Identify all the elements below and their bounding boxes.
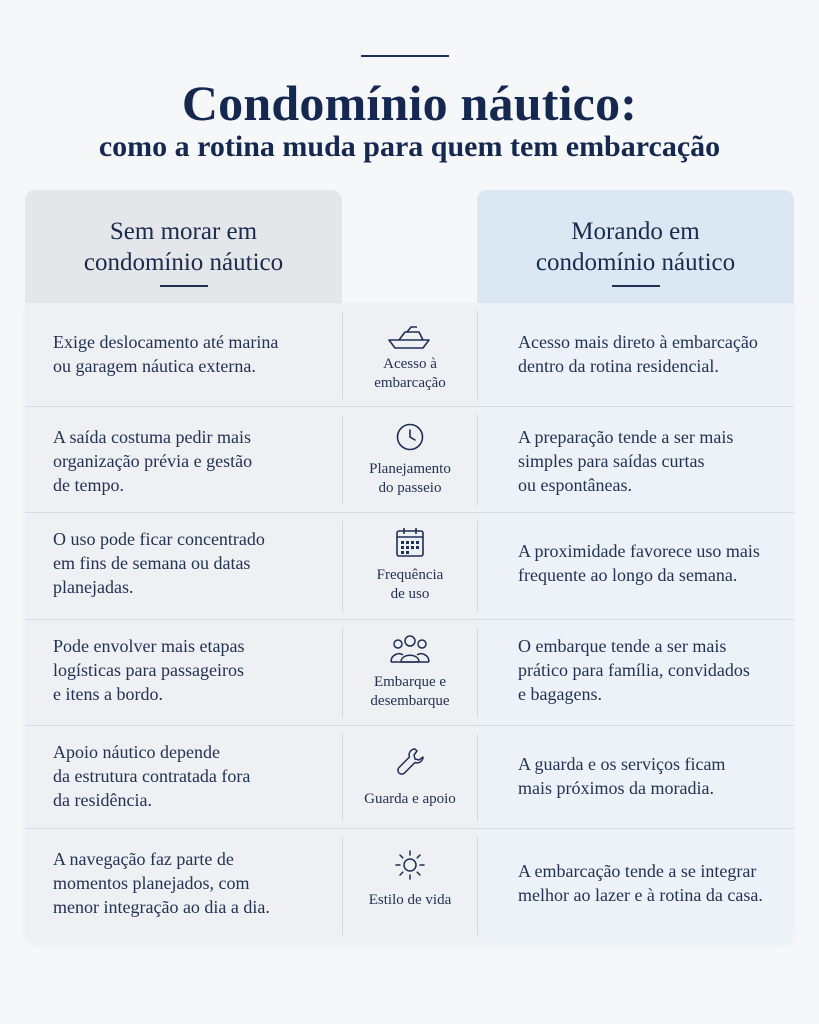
table-row (25, 513, 794, 620)
cell-text: prático para família, convidados (518, 660, 750, 680)
row-category (343, 526, 477, 604)
cell-text: da estrutura contratada fora (53, 766, 251, 786)
cell-with (518, 330, 788, 378)
cell-text: A embarcação tende a se integrar (518, 861, 757, 881)
table-row (25, 829, 794, 943)
cell-text: O embarque tende a ser mais (518, 636, 727, 656)
cell-with (518, 752, 788, 800)
table-row (25, 620, 794, 726)
cell-with (518, 859, 788, 907)
sun-icon (394, 849, 426, 881)
cell-with (518, 425, 788, 497)
row-category (343, 323, 477, 393)
column-header-without-line2: condomínio náutico (83, 249, 284, 276)
calendar-icon (395, 526, 425, 558)
cell-text: de tempo. (53, 475, 124, 495)
row-category-label (343, 891, 477, 910)
cell-text: dentro da rotina residencial. (518, 356, 719, 376)
column-header-with-label (477, 216, 794, 278)
table-row (25, 407, 794, 513)
table-row (25, 726, 794, 829)
cell-text: e itens a bordo. (53, 684, 163, 704)
cell-text: A guarda e os serviços ficam (518, 754, 726, 774)
row-category-label (343, 460, 477, 498)
row-category-label-line1: Acesso à (383, 356, 437, 372)
top-rule (361, 55, 449, 57)
row-category-label (343, 790, 477, 809)
row-category (343, 633, 477, 711)
column-header-with (477, 190, 794, 303)
column-header-with-line1: Morando em (571, 218, 700, 245)
row-category-label (343, 673, 477, 711)
cell-with (518, 539, 788, 587)
row-category-label (343, 355, 477, 393)
page-subtitle: como a rotina muda para quem tem embarcação (98, 130, 721, 163)
row-category-label-line2: de uso (390, 586, 430, 602)
row-category-label-line1: Frequência (376, 567, 444, 583)
clock-icon (395, 422, 425, 452)
cell-text: em fins de semana ou datas (53, 553, 251, 573)
row-category-label-line1: Estilo de vida (368, 892, 452, 908)
page-title: Condomínio náutico: (181, 75, 638, 131)
column-header-without (25, 190, 342, 303)
cell-text: ou espontâneas. (518, 475, 632, 495)
cell-text: Pode envolver mais etapas (53, 636, 245, 656)
cell-without (53, 847, 333, 919)
cell-without (53, 527, 333, 599)
boat-icon (385, 323, 435, 351)
cell-text: organização prévia e gestão (53, 451, 253, 471)
people-icon (389, 633, 431, 665)
row-category-label-line1: Guarda e apoio (364, 791, 456, 807)
row-category-label-line2: embarcação (374, 375, 446, 391)
column-header-rule (160, 285, 208, 287)
cell-text: A saída costuma pedir mais (53, 427, 251, 447)
cell-text: A navegação faz parte de (53, 849, 234, 869)
cell-without (53, 330, 333, 378)
cell-text: planejadas. (53, 577, 134, 597)
table-row (25, 303, 794, 407)
cell-text: ou garagem náutica externa. (53, 356, 256, 376)
cell-text: da residência. (53, 790, 152, 810)
column-header-without-label (25, 216, 342, 278)
row-category-label (343, 566, 477, 604)
row-category-label-line1: Embarque e (373, 674, 447, 690)
cell-without (53, 740, 333, 812)
cell-with (518, 634, 788, 706)
column-header-without-line1: Sem morar em (109, 218, 258, 245)
row-category-label-line2: desembarque (370, 693, 450, 709)
row-category (343, 422, 477, 498)
cell-without (53, 634, 333, 706)
row-category (343, 746, 477, 809)
wrench-icon (395, 746, 425, 776)
cell-text: Acesso mais direto à embarcação (518, 332, 758, 352)
cell-text: Apoio náutico depende (53, 742, 220, 762)
cell-text: Exige deslocamento até marina (53, 332, 279, 352)
row-category-label-line1: Planejamento (369, 461, 451, 477)
row-category (343, 849, 477, 910)
cell-text: A preparação tende a ser mais (518, 427, 734, 447)
cell-text: melhor ao lazer e à rotina da casa. (518, 885, 763, 905)
cell-text: menor integração ao dia a dia. (53, 897, 270, 917)
column-header-with-line2: condomínio náutico (535, 249, 736, 276)
cell-text: frequente ao longo da semana. (518, 565, 738, 585)
row-category-label-line2: do passeio (378, 480, 442, 496)
cell-without (53, 425, 333, 497)
cell-text: mais próximos da moradia. (518, 778, 714, 798)
cell-text: O uso pode ficar concentrado (53, 529, 265, 549)
cell-text: A proximidade favorece uso mais (518, 541, 760, 561)
cell-text: momentos planejados, com (53, 873, 250, 893)
column-header-rule (612, 285, 660, 287)
cell-text: e bagagens. (518, 684, 602, 704)
cell-text: simples para saídas curtas (518, 451, 705, 471)
cell-text: logísticas para passageiros (53, 660, 244, 680)
